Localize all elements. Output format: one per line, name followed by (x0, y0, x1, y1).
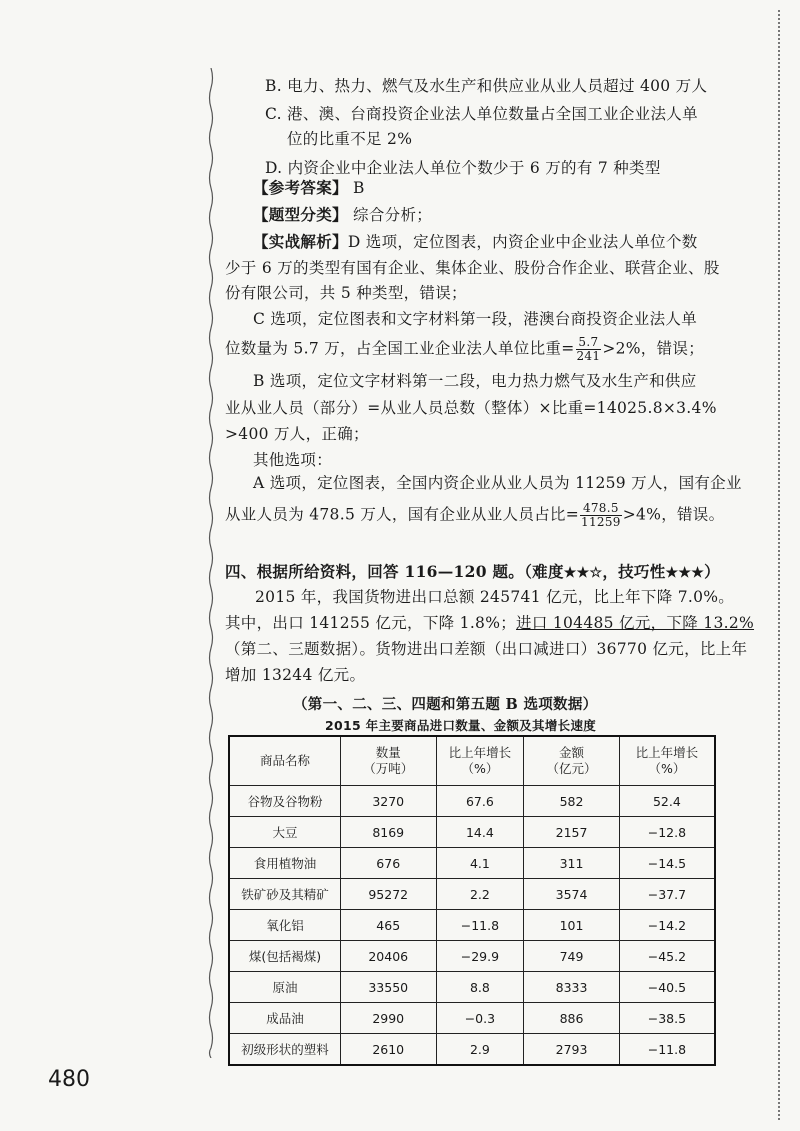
header-growth-2 (619, 736, 715, 786)
table-row (229, 941, 715, 972)
fraction-c (576, 336, 602, 363)
header-growth-1 (436, 736, 524, 786)
analysis-c-pre: 位数量为 5.7 万，占全国工业企业法人单位比重= (225, 339, 575, 358)
header-quantity-l2: （万吨） (363, 761, 414, 776)
analysis-c-1: C 选项，定位图表和文字材料第一段，港澳台商投资企业法人单 (253, 310, 697, 328)
category-line (253, 202, 743, 228)
cell-name: 铁矿砂及其精矿 (229, 879, 340, 910)
option-c: C. 港、澳、台商投资企业法人单位数量占全国工业企业法人单 (265, 105, 698, 123)
analysis-line-1 (253, 229, 743, 255)
fraction-c-den: 241 (576, 349, 601, 363)
cell-quantity: 8169 (340, 817, 436, 848)
cell-growth-1: 14.4 (436, 817, 524, 848)
header-quantity-l1: 数量 (375, 745, 401, 760)
cell-growth-1: 67.6 (436, 786, 524, 817)
cell-growth-2: −45.2 (619, 941, 715, 972)
section-heading-mid: ，技巧性 (602, 562, 666, 581)
fraction-a-num: 478.5 (580, 502, 622, 516)
cell-growth-1: 4.1 (436, 848, 524, 879)
cell-quantity: 95272 (340, 879, 436, 910)
section-heading-post: ） (704, 562, 720, 581)
header-quantity (340, 736, 436, 786)
cell-growth-1: −29.9 (436, 941, 524, 972)
table-header-row (229, 736, 715, 786)
cell-growth-1: 8.8 (436, 972, 524, 1003)
header-growth-1-l2: （%） (461, 761, 499, 776)
analysis-b-3: >400 万人，正确； (225, 425, 369, 443)
cell-growth-2: −38.5 (619, 1003, 715, 1034)
category-value: 综合分析； (353, 206, 433, 224)
cell-name: 成品油 (229, 1003, 340, 1034)
cell-amount: 3574 (524, 879, 620, 910)
category-label: 【题型分类】 (253, 205, 348, 224)
material-p1: 2015 年，我国货物进出口总额 245741 亿元，比上年下降 7.0%。 (255, 588, 735, 606)
section-heading-pre: 四、根据所给资料，回答 116—120 题。（难度 (225, 562, 564, 581)
cell-amount: 101 (524, 910, 620, 941)
table-row (229, 972, 715, 1003)
cell-growth-2: −12.8 (619, 817, 715, 848)
cell-amount: 749 (524, 941, 620, 972)
material-p3: （第二、三题数据）。货物进出口差额（出口减进口）36770 亿元，比上年 (225, 640, 748, 658)
skill-stars: ★★★ (665, 565, 705, 581)
difficulty-stars: ★★☆ (563, 565, 603, 581)
table-title: 2015 年主要商品进口数量、金额及其增长速度 (325, 718, 597, 733)
fraction-c-num: 5.7 (576, 336, 602, 350)
table-row (229, 910, 715, 941)
answer-label: 【参考答案】 (253, 178, 348, 197)
cell-amount: 2157 (524, 817, 620, 848)
header-growth-2-l2: （%） (648, 761, 686, 776)
cell-quantity: 2610 (340, 1034, 436, 1066)
cell-quantity: 676 (340, 848, 436, 879)
cell-amount: 886 (524, 1003, 620, 1034)
table-row (229, 817, 715, 848)
cell-name: 大豆 (229, 817, 340, 848)
binding-dotted-line (778, 10, 780, 1120)
header-amount (524, 736, 620, 786)
fraction-a (580, 502, 622, 529)
answer-line (253, 175, 743, 201)
analysis-a-post: >4%，错误。 (622, 505, 725, 524)
analysis-b-2: 业从业人员（部分）=从业人员总数（整体）×比重=14025.8×3.4% (225, 399, 717, 417)
option-c-cont: 位的比重不足 2% (287, 130, 413, 148)
header-amount-l2: （亿元） (546, 761, 597, 776)
import-table (228, 735, 716, 1066)
analysis-a-pre: 从业人员为 478.5 万人，国有企业从业人员占比= (225, 505, 580, 524)
section-heading (225, 559, 720, 586)
cell-amount: 8333 (524, 972, 620, 1003)
cell-growth-1: 2.2 (436, 879, 524, 910)
analysis-b-1: B 选项，定位文字材料第一二段，电力热力燃气及水生产和供应 (253, 372, 697, 390)
analysis-a-1: A 选项，定位图表，全国内资企业从业人员为 11259 万人，国有企业 (253, 474, 742, 492)
analysis-line-3: 份有限公司，共 5 种类型，错误； (225, 284, 467, 302)
analysis-a-2 (225, 501, 725, 529)
cell-amount: 311 (524, 848, 620, 879)
table-row (229, 1034, 715, 1066)
analysis-c-2 (225, 336, 715, 363)
table-row (229, 1003, 715, 1034)
material-p2-pre: 其中，出口 141255 亿元，下降 1.8%； (225, 614, 517, 632)
cell-growth-2: −40.5 (619, 972, 715, 1003)
header-amount-l1: 金额 (559, 745, 585, 760)
cell-name: 氧化铝 (229, 910, 340, 941)
cell-growth-1: 2.9 (436, 1034, 524, 1066)
material-p2 (225, 611, 755, 636)
cell-name: 初级形状的塑料 (229, 1034, 340, 1066)
table-row (229, 879, 715, 910)
cell-name: 原油 (229, 972, 340, 1003)
cell-name: 食用植物油 (229, 848, 340, 879)
cell-quantity: 20406 (340, 941, 436, 972)
analysis-line-2: 少于 6 万的类型有国有企业、集体企业、股份合作企业、联营企业、股 (225, 259, 720, 277)
cell-amount: 582 (524, 786, 620, 817)
cell-name: 谷物及谷物粉 (229, 786, 340, 817)
table-row (229, 786, 715, 817)
analysis-label: 【实战解析】 (253, 232, 348, 251)
cell-growth-2: −14.2 (619, 910, 715, 941)
analysis-c-post: >2%，错误； (602, 339, 704, 358)
header-growth-2-l1: 比上年增长 (635, 745, 699, 760)
analysis-text-1: D 选项，定位图表，内资企业中企业法人单位个数 (347, 233, 698, 251)
header-name: 商品名称 (229, 736, 340, 786)
cell-growth-2: −11.8 (619, 1034, 715, 1066)
material-p2-underlined: 进口 104485 亿元，下降 13.2% (516, 614, 755, 632)
header-growth-1-l1: 比上年增长 (448, 745, 512, 760)
cell-name: 煤(包括褐煤) (229, 941, 340, 972)
cell-growth-1: −11.8 (436, 910, 524, 941)
option-b: B. 电力、热力、燃气及水生产和供应业从业人员超过 400 万人 (265, 77, 708, 95)
cell-quantity: 465 (340, 910, 436, 941)
option-d: D. 内资企业中企业法人单位个数少于 6 万的有 7 种类型 (265, 159, 661, 177)
cell-quantity: 2990 (340, 1003, 436, 1034)
cell-quantity: 33550 (340, 972, 436, 1003)
cell-amount: 2793 (524, 1034, 620, 1066)
table-row (229, 848, 715, 879)
answer-value: B (353, 179, 365, 197)
fraction-a-den: 11259 (581, 515, 621, 529)
page-number: 480 (48, 1067, 90, 1092)
analysis-other: 其他选项： (253, 451, 333, 469)
cell-growth-2: −14.5 (619, 848, 715, 879)
cell-growth-2: −37.7 (619, 879, 715, 910)
material-p4: 增加 13244 亿元。 (225, 666, 366, 684)
page-margin-wavy-line (207, 68, 215, 1058)
cell-growth-2: 52.4 (619, 786, 715, 817)
cell-quantity: 3270 (340, 786, 436, 817)
cell-growth-1: −0.3 (436, 1003, 524, 1034)
table-caption: （第一、二、三、四题和第五题 B 选项数据） (293, 696, 598, 713)
